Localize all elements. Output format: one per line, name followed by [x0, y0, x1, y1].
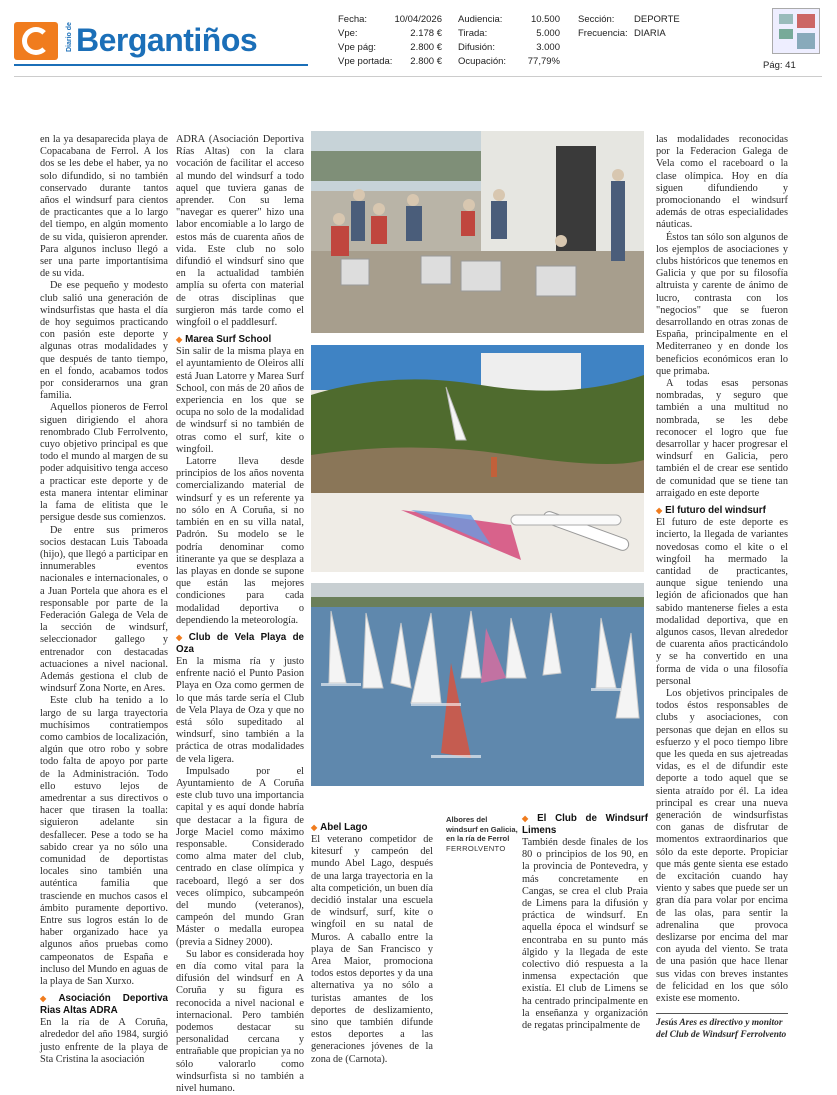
article-column-4 [522, 813, 648, 1032]
photo-beach-boards [311, 345, 644, 572]
meta-value: 2.800 € [410, 56, 442, 67]
meta-value: 10/04/2026 [394, 14, 442, 25]
article-column-3 [311, 822, 433, 1066]
paragraph: El veterano competidor de kitesurf y campeón del mundo Abel Lago, después de una larga trayectoria en la alta competición, un buen día decidió instalar una escuela de windsurf, surf, kite o wingfoil en su natal de Muros. A caballo entre la playa de San Francisco y Area Maior, promociona todos estos deportes y da una alternativa ya no sólo a turistas amantes de los deportes de deslizamiento, sino que también difunde estos deportes a las generaciones jóvenes de la zona de (Carnota). [311, 834, 433, 1065]
meta-value: 5.000 [536, 28, 560, 39]
article-column-1 [40, 134, 168, 1066]
page-thumbnail[interactable] [772, 8, 820, 54]
meta-value: DEPORTE [634, 14, 680, 25]
subheading-text: Marea Surf School [185, 334, 272, 346]
caption-text: Albores del windsurf en Galicia, en la ría de Ferrol [446, 815, 518, 843]
meta-value: 10.500 [530, 14, 560, 25]
meta-label: Difusión: [458, 42, 495, 53]
meta-value: DIARIA [634, 28, 666, 39]
article-column-2 [176, 134, 304, 1095]
meta-label: Fecha: [338, 14, 368, 25]
subheading-text: Abel Lago [320, 822, 368, 833]
logo-underline [14, 64, 308, 66]
subheading-limens [522, 813, 648, 837]
paragraph: También desde finales de los 80 o principios de los 90, en la provincia de Pontevedra, y más concretamente en Cangas, se crea el club Praia de Limens para la difusión y práctica de windsurf. En aquella época el windsurf se encontraba en su punto más álgido y la llegada de este colectivo dió respuesta a la inmensa expectación que existía. El club de Limens se ha centrado principalmente en la enseñanza y organización de regatas principalmente de [522, 837, 648, 1032]
subheading-text: El futuro del windsurf [665, 505, 766, 517]
meta-value: 2.800 € [410, 42, 442, 53]
diamond-bullet-icon: ◆ [40, 994, 56, 1004]
paragraph: De ese pequeño y modesto club salió una generación de windsurfistas que hasta el día de hoy seguimos practicando con pasión este deporte y algunas otras modalidades y que después de tanto tiempo, en el fondo, acabamos todos por considerarnos una gran familia. [40, 280, 168, 402]
header-divider [14, 76, 822, 77]
newspaper-logo [14, 22, 294, 62]
photo-caption [446, 815, 518, 853]
photo-club-group [311, 131, 644, 333]
meta-right [578, 13, 694, 41]
logo-mark-icon [14, 22, 58, 60]
subheading-text: Asociación Deportiva Rias Altas ADRA [40, 993, 168, 1017]
photo-regatta-art [311, 583, 644, 786]
diamond-bullet-icon: ◆ [176, 335, 183, 345]
paragraph: Aquellos pioneros de Ferrol siguen dirigiendo el ahora renombrado Club Ferrolvento, cuyo objetivo principal es que todo el mundo al margen de su poder adquisitivo tenga acceso a practicar este deporte y de esta manera intentar eliminar la fama de elitista que le persigue desde sus comienzos. [40, 402, 168, 524]
logo-text: Bergantiños [76, 22, 258, 58]
paragraph: en la ya desaparecida playa de Copacabana de Ferrol. A los dos se les debe el haber, ya no solo difundido, si no también conservado durante tantos años el windsurf para cientos de practicantes que a lo largo del tiempo, en algún momento de su vida, quisieron aprender. Para algunos incluso llegó a ser una parte importantísima de su vida. [40, 134, 168, 280]
photo-regatta [311, 583, 644, 786]
meta-value: 77,79% [527, 56, 560, 67]
diamond-bullet-icon: ◆ [176, 632, 186, 642]
author-signature: Jesús Ares es directivo y monitor del Club de Windsurf Ferrolvento [656, 1013, 788, 1041]
meta-label: Tirada: [458, 28, 488, 39]
paragraph: En la ría de A Coruña, alrededor del año 1984, surgió justo enfrente de la playa de Sta Cristina la asociación [40, 1017, 168, 1065]
photo-club-group-art [311, 131, 644, 333]
diamond-bullet-icon: ◆ [311, 823, 318, 832]
paragraph: A todas esas personas nombradas, y seguro que también a una multitud no nombrada, se les debe reconocer el logro que fue desarrollar y hacer progresar el windsurf en Galicia, pero también el de crear ese sentido de comunidad que se tiene tan arraigado en este deporte [656, 378, 788, 499]
meta-mid [458, 13, 560, 69]
meta-label: Sección: [578, 14, 615, 25]
caption-credit: FERROLVENTO [446, 843, 506, 853]
paragraph: Sin salir de la misma playa en el ayuntamiento de Oleiros allí está Juan Latorre y Marea Surf School, con más de 20 años de experiencia en los que se ocupa no solo de la modalidad de windsurf si no también de otras como el surf, kite o wingfoil. [176, 346, 304, 455]
subheading-adra [40, 993, 168, 1017]
paragraph: Este club ha tenido a lo largo de su larga trayectoria muchísimos contratiempos como cambios de localización, algún que otro robo y sobre todo falta de apoyo por parte de la Administración. Todo ello estuvo lejos de amedrentar a sus directivos o hacer que tirasen la toalla: siguieron adelante sin desfallecer. Pese a todo se ha sabido crear ya no sólo una comunidad de deportistas locales sino también una auténtica familia que trasciende en muchos casos el ámbito puramente deportivo. Entre sus logros están lo de haber organizado hace ya algunos años pruebas como campeonatos de España e incluso del Mundo en aguas de la playa de San Xurxo. [40, 695, 168, 988]
subheading-futuro [656, 505, 788, 517]
page-number: Pág: 41 [763, 60, 796, 71]
meta-value: 3.000 [536, 42, 560, 53]
subheading-abel [311, 822, 433, 834]
meta-label: Ocupación: [458, 56, 507, 67]
subheading-text: Club de Vela Playa de Oza [176, 631, 305, 655]
meta-value: 2.178 € [410, 28, 442, 39]
article-column-5 [656, 134, 788, 1041]
subheading-oza [176, 632, 304, 656]
paragraph: las modalidades reconocidas por la Federacion Galega de Vela como el raceboard o la clase olímpica. Hoy en día siguen difundiendo y promocionando el windsurf además de otras especialidades náuticas. [656, 134, 788, 231]
paragraph: ADRA (Asociación Deportiva Rías Altas) con la clara vocación de facilitar el acceso al mundo del windsurf a todo aquel que tuviera ganas de aprender. Con su lema "navegar es querer" hizo una labor encomiable a lo largo de estos más de cuarenta años de vida. Este club no solo difundió el windsurf sino que en la actualidad también amplía su oferta con material de otras disciplinas que surgieron más tarde como el wingfoil o el paddlesurf. [176, 134, 304, 329]
paragraph: El futuro de este deporte es incierto, la llegada de variantes novedosas como el kite o el wingfoil ha mermado la cantidad de practicantes, aunque sigue teniendo una legión de aficionados que han sabido mantenerse fieles a esta modalidad deportiva, que en algunos casos, llevan alrededor de cuarenta años practicándolo y se ha convertido en una forma de vida o una filosofía personal [656, 517, 788, 687]
photo-beach-boards-art [311, 345, 644, 572]
meta-label: Audiencia: [458, 14, 503, 25]
meta-label: Vpe pág: [338, 42, 377, 53]
subheading-text: El Club de Windsurf Limens [522, 813, 648, 836]
meta-label: Frecuencia: [578, 28, 628, 39]
clipping-header [0, 0, 837, 76]
paragraph: Su labor es considerada hoy en día como vital para la difusión del windsurf en A Coruña y su figura es reconocida a nivel nacional e internacional. Pero también podemos destacar su personalidad cercana y entrañable que propician ya no sólo valorarlo como windsurfista si no también a nivel humano. [176, 948, 304, 1095]
diamond-bullet-icon: ◆ [522, 814, 535, 823]
paragraph: De entre sus primeros socios destacan Luis Taboada (hijo), que llegó a participar en innumerables eventos nacionales e internacionales, o a Juan Portela que ahora es el responsable por parte de la Federación Galega de Vela de la sección de windsurf, seleccionador gallego y entrenador con destacadas actuaciones a nivel nacional. Además gestiona el club de windsurf Zona Norte, en Ares. [40, 524, 168, 695]
paragraph: Latorre lleva desde principios de los años noventa comercializando material de windsurf y es un referente ya no sólo en A Coruña, si no también en en su villa natal, Padrón. Su modelo se le podría denominar como itinerante ya que se desplaza a las playas en donde se supone que están las mejores condiciones para cada modalidad deportiva o dependiendo la meteorología. [176, 456, 304, 626]
logo-prefix: Diario de [66, 22, 73, 52]
diamond-bullet-icon: ◆ [656, 506, 663, 516]
meta-left [338, 13, 442, 69]
paragraph: Impulsado por el Ayuntamiento de A Coruña este club tuvo una importancia capital y es aquí donde habría que destacar a la figura de Jorge Maciel como máximo responsable. Considerado como alma mater del club, centrado en clase olímpica y raceboard, llegó a ser dos veces olímpico, subcampeón del mundo (veteranos), campeón del mundo Gran Máster o medalla europea (previa a Sidney 2000). [176, 765, 304, 948]
paragraph: Éstos tan sólo son algunos de los ejemplos de asociaciones y clubs históricos que tenemos en Galicia y que por su filosofía altruista y carente de ánimo de lucro, contrasta con los "negocios" que se fueron desarrollando en otras zonas de España, principalmente en el Mediterraneo y en donde los beneficios económicos eran lo que primaba. [656, 231, 788, 377]
paragraph: Los objetivos principales de todos éstos responsables de clubs y asociaciones, con personas que dejan en ellos su esfuerzo y el poco tiempo libre que les queda en sus ajetreadas vidas, es el de difundir este deporte a todo aquel que se sienta atraído por él. La idea principal es crear una nueva generación de windsurfistas con ganas de disfrutar de momentos extraordinarios que sólo da este deporte. Propiciar que más gente sienta ese estado de excitación cuando hay viento y sabes que puede ser un gran día para volar por encima de las olas, para sentir la adrenalina que provoca deslizarse por encima del mar con ayuda del viento. Se trata de una pasión que hace llenar sus vidas con breves instantes de felicidad en los que sólo existe ese momento. [656, 687, 788, 1005]
subheading-marea [176, 334, 304, 346]
meta-label: Vpe: [338, 28, 358, 39]
paragraph: En la misma ría y justo enfrente nació el Punto Pasion Playa en Oza como germen de lo que más tarde sería el Club de Vela Playa de Oza y que no está sólo supeditado al windsurf, sino también a la práctica de otras modalidades de vela ligera. [176, 655, 304, 765]
meta-label: Vpe portada: [338, 56, 393, 67]
